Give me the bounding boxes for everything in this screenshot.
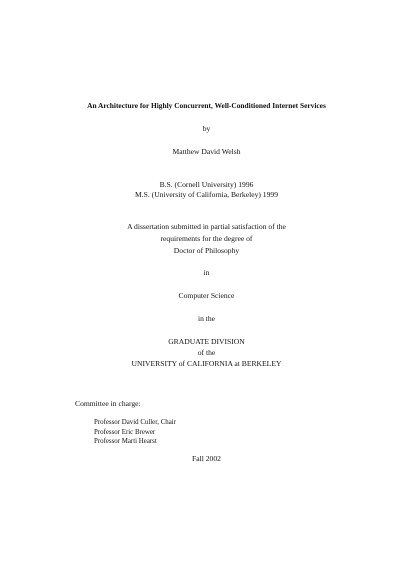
submission-line: requirements for the degree of	[160, 234, 253, 243]
submission-date: Fall 2002	[192, 454, 221, 463]
degree-line: B.S. (Cornell University) 1996	[159, 180, 254, 189]
in-line: in	[203, 268, 210, 277]
field-of-study: Computer Science	[178, 291, 235, 300]
by-line: by	[202, 124, 211, 133]
university-name: UNIVERSITY of CALIFORNIA at BERKELEY	[131, 359, 282, 368]
division-line: of the	[197, 348, 216, 357]
degree-name: Doctor of Philosophy	[173, 246, 240, 255]
author-name: Matthew David Welsh	[172, 147, 241, 156]
degree-line: M.S. (University of California, Berkeley) 1999	[135, 190, 278, 199]
dissertation-title: An Architecture for Highly Concurrent, Well-Conditioned Internet Services	[87, 101, 326, 110]
division-line: GRADUATE DIVISION	[168, 337, 245, 346]
committee-member: Professor Eric Brewer	[94, 429, 156, 436]
in-the-line: in the	[197, 314, 216, 323]
committee-member: Professor Marti Hearst	[94, 438, 157, 445]
submission-line: A dissertation submitted in partial satisfaction of the	[127, 222, 286, 231]
committee-member: Professor David Culler, Chair	[94, 419, 177, 426]
committee-label: Committee in charge:	[75, 399, 141, 408]
